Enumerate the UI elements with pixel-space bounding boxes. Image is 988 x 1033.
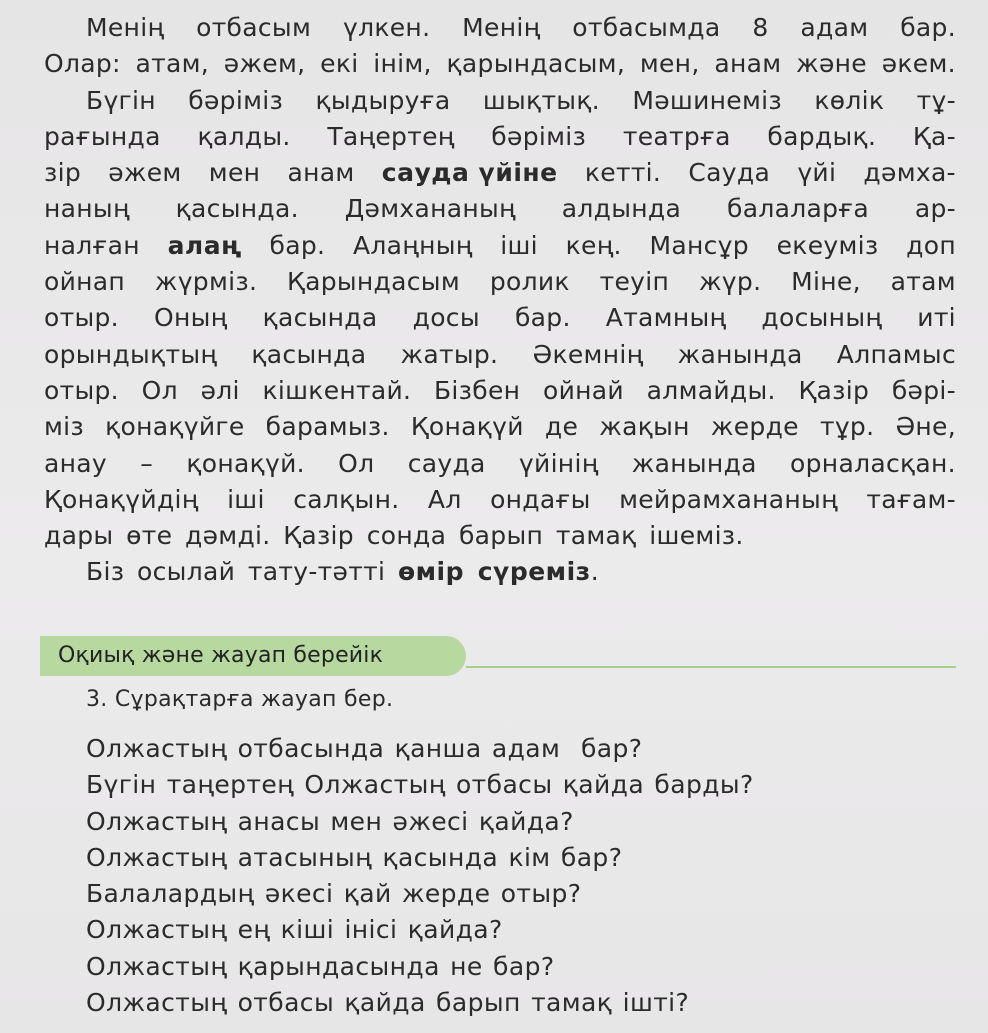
passage-word: атам — [890, 267, 956, 297]
passage-word: мен — [208, 158, 261, 188]
passage-word: жүрміз. — [154, 267, 258, 297]
passage-word: Мансұр — [649, 230, 749, 260]
passage-word: қасында — [262, 303, 378, 333]
passage-line — [44, 482, 956, 518]
passage-word: екі — [320, 49, 359, 79]
passage-line — [44, 10, 956, 46]
passage-word: үйінің — [518, 448, 599, 478]
passage-word: алмайды. — [646, 375, 776, 405]
passage-word: отыр. — [44, 375, 119, 405]
passage-word: қалды. — [197, 121, 291, 151]
passage-word: кішкентай. — [262, 375, 412, 405]
question-item: Олжастың отбасында қанша адам бар? — [86, 734, 643, 763]
passage-word: қасында. — [175, 194, 299, 224]
passage-word: бар. — [900, 13, 956, 42]
passage-word: Әкемнің — [532, 339, 644, 369]
passage-word: қарындасым, — [446, 49, 626, 79]
passage-text: дары өте дәмді. Қазір сонда барып тамақ ішеміз. — [44, 521, 744, 551]
passage-word: жүр. — [698, 267, 762, 297]
passage-word: анау — [44, 448, 107, 478]
passage-word: анам — [714, 49, 782, 79]
passage-word: тағам- — [866, 484, 956, 514]
passage-word: мейрамхананың — [619, 484, 838, 514]
passage-word: анам — [287, 158, 355, 188]
section-divider — [466, 666, 956, 668]
passage-line — [44, 300, 956, 336]
reading-passage — [44, 10, 956, 591]
passage-word: іші — [500, 230, 538, 260]
passage-word: рағында — [44, 121, 161, 151]
passage-word: жанында — [677, 339, 803, 369]
passage-word: екеуміз — [776, 230, 879, 260]
passage-word: досының — [761, 303, 883, 333]
question-item: Бүгін таңертең Олжастың отбасы қайда барды? — [86, 770, 754, 800]
passage-word: әкем. — [881, 49, 956, 79]
passage-word: дәмха- — [863, 158, 956, 188]
passage-word: ойнап — [44, 267, 126, 297]
passage-word: Атамның — [605, 303, 727, 333]
section-header-bar — [40, 636, 466, 676]
bold-phrase: өмір сүреміз — [397, 557, 591, 587]
passage-line — [44, 46, 956, 82]
passage-word: атам, — [135, 49, 210, 79]
passage-word: доп — [906, 230, 956, 260]
passage-word: Қа- — [912, 121, 956, 151]
passage-text: . — [590, 557, 599, 587]
passage-word: ойнай — [543, 375, 624, 405]
passage-word — [168, 228, 242, 264]
passage-word: қыдыруға — [315, 85, 451, 115]
bold-phrase: сауда үйіне — [381, 158, 558, 188]
passage-word: орындықтың — [44, 339, 218, 369]
passage-word: Бізбен — [433, 375, 521, 405]
passage-word: отбасымда — [572, 13, 721, 42]
passage-text: Біз осылай тату-тәтті — [86, 557, 398, 587]
passage-word: Ал — [427, 484, 462, 514]
passage-word: де — [544, 412, 579, 442]
passage-word: отбасым — [196, 13, 312, 42]
passage-word: досы — [412, 303, 480, 333]
question-item: Олжастың ең кіші інісі қайда? — [86, 915, 503, 945]
passage-word: інім, — [373, 49, 432, 79]
passage-word: салқын. — [293, 484, 400, 514]
passage-word — [382, 155, 558, 191]
passage-word: теуіп — [599, 267, 670, 297]
passage-word: Дәмхананың — [344, 194, 516, 224]
passage-word: міз — [44, 412, 84, 442]
passage-word: иті — [917, 303, 956, 333]
section-title: Оқиық және жауап берейік — [58, 643, 384, 668]
passage-word: кетті. — [584, 158, 662, 188]
passage-line — [44, 119, 956, 155]
passage-word: ролик — [489, 267, 570, 297]
passage-line — [44, 155, 956, 191]
passage-word: 8 — [752, 13, 769, 42]
passage-word: тұр. — [819, 412, 875, 442]
passage-word: жерде — [710, 412, 799, 442]
passage-word: үлкен. — [342, 13, 431, 42]
question-item: Балалардың әкесі қай жерде отыр? — [86, 879, 582, 909]
passage-word: ар- — [914, 194, 956, 224]
passage-word: театрға — [622, 121, 731, 151]
passage-word: наның — [44, 194, 130, 224]
passage-line — [44, 83, 956, 119]
passage-word: Алаңның — [352, 230, 473, 260]
passage-word: Менің — [86, 13, 165, 42]
passage-word: шықтық. — [482, 85, 600, 115]
passage-word: Таңертең — [327, 121, 455, 151]
passage-word: әлі — [200, 375, 240, 405]
passage-word: мен, — [639, 49, 700, 79]
passage-word: Қонақүйдің — [44, 484, 199, 514]
passage-word: Бүгін — [86, 85, 156, 115]
passage-line — [44, 518, 956, 554]
passage-word: көлік — [814, 85, 885, 115]
passage-word: әжем — [108, 158, 182, 188]
passage-line — [44, 337, 956, 373]
passage-word: балаларға — [727, 194, 869, 224]
question-item: Олжастың анасы мен әжесі қайда? — [86, 806, 574, 836]
passage-line — [44, 191, 956, 227]
passage-word: бар. — [514, 303, 571, 333]
passage-word: кең. — [565, 230, 622, 260]
passage-word: сауда — [407, 448, 486, 478]
passage-word: Қонақүй — [410, 412, 524, 442]
passage-word: – — [140, 448, 154, 478]
passage-word: Оның — [154, 303, 228, 333]
passage-word: барамыз. — [265, 412, 390, 442]
passage-word: Ол — [141, 375, 178, 405]
passage-word: Мәшинеміз — [632, 85, 782, 115]
bold-phrase: алаң — [167, 230, 242, 260]
passage-word: бар. — [269, 230, 326, 260]
passage-word: адам — [800, 13, 869, 42]
passage-line — [44, 554, 956, 590]
passage-word: Ол — [338, 448, 375, 478]
passage-word: Міне, — [791, 267, 861, 297]
task-instruction: 3. Сұрақтарға жауап бер. — [86, 687, 394, 712]
passage-word: бардық. — [767, 121, 877, 151]
passage-word: Әне, — [895, 412, 956, 442]
passage-word: тұ- — [916, 85, 956, 115]
passage-word: жатыр. — [400, 339, 499, 369]
passage-word: бәріміз — [188, 85, 284, 115]
passage-word: үйі — [797, 158, 837, 188]
passage-word: бәрі- — [891, 375, 956, 405]
passage-word: алдында — [561, 194, 682, 224]
passage-word: қасында — [251, 339, 367, 369]
passage-word: отыр. — [44, 303, 119, 333]
passage-word: қонақүйге — [105, 412, 245, 442]
passage-line — [44, 409, 956, 445]
question-item: Олжастың отбасы қайда барып тамақ ішті? — [86, 988, 690, 1018]
passage-word: Сауда — [688, 158, 771, 188]
question-list — [86, 731, 754, 1021]
passage-line — [44, 373, 956, 409]
passage-word: және — [796, 49, 867, 79]
question-item: Олжастың атасының қасында кім бар? — [86, 842, 623, 872]
passage-word: налған — [44, 230, 140, 260]
passage-word: Қарындасым — [287, 267, 461, 297]
passage-word: зір — [44, 158, 82, 188]
passage-word: әжем, — [223, 49, 306, 79]
passage-word: Олар: — [44, 49, 121, 79]
passage-line — [44, 446, 956, 482]
passage-word: ондағы — [490, 484, 591, 514]
passage-word: іші — [227, 484, 265, 514]
passage-word: Алпамыс — [836, 339, 956, 369]
question-item: Олжастың қарындасында не бар? — [86, 951, 555, 981]
passage-line — [44, 228, 956, 264]
passage-word: жақын — [599, 412, 690, 442]
passage-word: қонақүй. — [186, 448, 305, 478]
passage-word: жанында — [631, 448, 757, 478]
passage-word: Қазір — [798, 375, 870, 405]
passage-word: бәріміз — [491, 121, 587, 151]
passage-word: орналасқан. — [790, 448, 956, 478]
passage-word: Менің — [462, 13, 541, 42]
passage-line — [44, 264, 956, 300]
